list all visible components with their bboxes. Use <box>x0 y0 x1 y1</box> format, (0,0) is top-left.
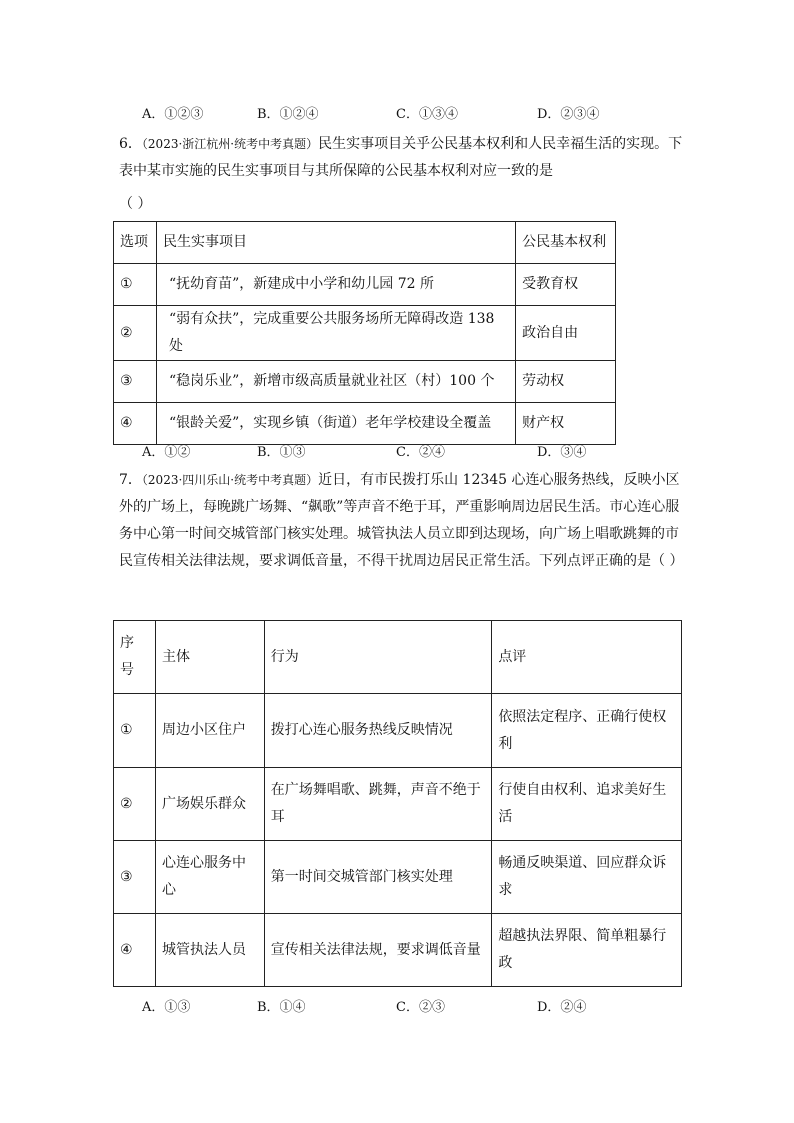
q7-header-cell: 主体 <box>155 621 264 694</box>
q7-cell-comment: 行使自由权利、追求美好生 活 <box>492 768 682 841</box>
q6-cell-right: 财产权 <box>516 403 616 445</box>
q7-cell-action: 宣传相关法律法规，要求调低音量 <box>264 914 492 987</box>
q7-option-b: B．①④ <box>257 1000 306 1015</box>
q6-text: 民生实事项目关乎公民基本权利和人民幸福生活的实现。下表中某市实施的民生实事项目与其所保障的公民基本权利对应一致的是 <box>119 136 683 179</box>
q6-header-cell: 公民基本权利 <box>516 222 616 264</box>
q7-cell-subject: 广场娱乐群众 <box>155 768 264 841</box>
q7-cell-no: ① <box>114 694 156 768</box>
q6-stem <box>119 131 687 185</box>
q6-cell-right: 劳动权 <box>516 361 616 403</box>
q6-blank: （ ） <box>119 196 152 212</box>
q7-number: 7． <box>119 472 142 488</box>
q6-header-cell: 民生实事项目 <box>156 222 515 264</box>
table-row <box>114 768 682 841</box>
q6-source: （2023·浙江杭州·统考中考真题） <box>141 137 319 151</box>
table-row <box>114 694 682 768</box>
table-row <box>114 841 682 914</box>
q7-cell-comment: 依照法定程序、正确行使权 利 <box>492 694 682 768</box>
table-row <box>114 306 616 361</box>
q7-cell-comment: 超越执法界限、简单粗暴行 政 <box>492 914 682 987</box>
q7-header-cell: 行为 <box>264 621 492 694</box>
q5-option-b: B．①②④ <box>257 107 319 122</box>
q7-header-cell: 序 号 <box>114 621 156 694</box>
q7-option-d: D．②④ <box>537 1000 587 1015</box>
q6-cell-project: “抚幼育苗”，新建成中小学和幼儿园 72 所 <box>156 264 515 306</box>
q6-options <box>0 441 794 461</box>
q6-table <box>113 221 616 445</box>
q6-option-a: A．①② <box>142 445 191 460</box>
q7-cell-action: 拨打心连心服务热线反映情况 <box>264 694 492 768</box>
table-row <box>114 914 682 987</box>
q6-cell-option: ④ <box>114 403 157 445</box>
q6-option-d: D．③④ <box>537 445 587 460</box>
q6-table-header <box>114 222 616 264</box>
q7-option-a: A．①③ <box>142 1000 191 1015</box>
q5-option-a: A．①②③ <box>142 107 204 122</box>
q6-cell-right: 政治自由 <box>516 306 616 361</box>
q7-text: 近日，有市民拨打乐山 12345 心连心服务热线，反映小区外的广场上，每晚跳广场舞、“飙歌”等声音不绝于耳，严重影响周边居民生活。市心连心服务中心第一时间交城管部门核实处理。城管执法人员立即到达现场，向广场上唱歌跳舞的市民宣传相关法律法规，要求调低音量，不得干扰周边居民正常生活。下列点评正确的是 <box>119 472 680 569</box>
q7-cell-action: 在广场舞唱歌、跳舞，声音不绝于 耳 <box>264 768 492 841</box>
q6-cell-option: ① <box>114 264 157 306</box>
q6-header-cell: 选项 <box>114 222 157 264</box>
q5-option-d: D．②③④ <box>537 107 600 122</box>
q5-option-c: C．①③④ <box>396 107 458 122</box>
q6-cell-project: “弱有众扶”，完成重要公共服务场所无障碍改造 138 处 <box>156 306 515 361</box>
q6-cell-project: “稳岗乐业”，新增市级高质量就业社区（村）100 个 <box>156 361 515 403</box>
q5-options <box>0 103 794 123</box>
q7-cell-no: ② <box>114 768 156 841</box>
q7-header-cell: 点评 <box>492 621 682 694</box>
q7-cell-subject: 城管执法人员 <box>155 914 264 987</box>
q7-cell-comment: 畅通反映渠道、回应群众诉 求 <box>492 841 682 914</box>
q6-cell-option: ② <box>114 306 157 361</box>
q7-cell-no: ④ <box>114 914 156 987</box>
q7-options <box>0 996 794 1016</box>
table-row <box>114 264 616 306</box>
q6-number: 6． <box>119 136 142 152</box>
q7-table <box>113 620 682 987</box>
q6-cell-right: 受教育权 <box>516 264 616 306</box>
q6-option-b: B．①③ <box>257 445 306 460</box>
q7-cell-no: ③ <box>114 841 156 914</box>
table-row <box>114 361 616 403</box>
q7-stem <box>119 467 687 575</box>
q7-source: （2023·四川乐山·统考中考真题） <box>141 473 319 487</box>
q6-cell-project: “银龄关爱”，实现乡镇（街道）老年学校建设全覆盖 <box>156 403 515 445</box>
q7-cell-action: 第一时间交城管部门核实处理 <box>264 841 492 914</box>
q6-option-c: C．②④ <box>396 445 445 460</box>
q7-cell-subject: 周边小区住户 <box>155 694 264 768</box>
q7-blank: （ ） <box>651 553 684 569</box>
q7-option-c: C．②③ <box>396 1000 445 1015</box>
q6-cell-option: ③ <box>114 361 157 403</box>
table-row <box>114 403 616 445</box>
q7-table-header <box>114 621 682 694</box>
q7-cell-subject: 心连心服务中 心 <box>155 841 264 914</box>
